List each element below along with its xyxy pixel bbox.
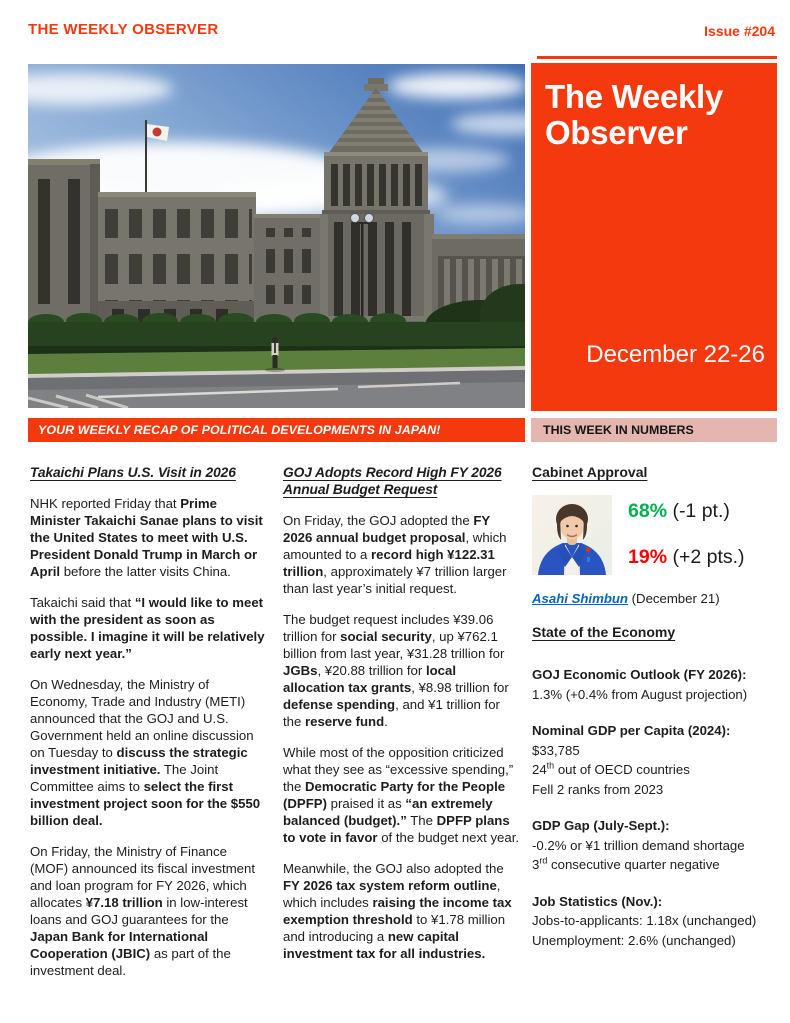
approval-value: 68% [628,500,668,522]
article-paragraph: On Wednesday, the Ministry of Economy, Trade and Industry (METI) announced that the GOJ and U.S. Government held an online discussion on Tuesday to discuss the strategic investment initiative. The Joint Committee aims to select the first investment project soon for the $550 billion deal. [30,677,261,828]
cover-date: December 22-26 [586,341,765,368]
article-paragraph: Meanwhile, the GOJ also adopted the FY 2026 tax system reform outline, which includes raising the income tax exemption threshold to ¥1.78 million and introducing a new capital investment tax for all industries. [283,861,512,961]
article-budget-request [283,464,520,976]
state-of-economy-heading: State of the Economy [532,624,676,640]
disapproval-change: (+2 pts.) [667,546,745,568]
econ-line: -0.2% or ¥1 trillion demand shortage [532,837,745,853]
approval-stats [628,495,745,575]
econ-block-job-statistics [532,892,778,951]
econ-line: $33,785 [532,742,580,758]
econ-line: 3rd consecutive quarter negative [532,855,720,872]
econ-block-title: Job Statistics (Nov.): [532,893,663,909]
takaichi-portrait-photo [532,495,612,575]
masthead-title: THE WEEKLY OBSERVER [28,21,219,38]
econ-line: Unemployment: 2.6% (unchanged) [532,932,736,948]
econ-block-outlook [532,665,778,704]
cabinet-approval-heading: Cabinet Approval [532,464,648,480]
approval-source-line [532,591,778,606]
article-paragraph: On Friday, the Ministry of Finance (MOF) announced its fiscal investment and loan program for FY 2026, which allocates ¥7.18 trillion in low-interest loans and GOJ guarantees for the Japan Bank for International Cooperation (JBIC) as part of the investment deal. [30,844,256,978]
article-paragraph: The budget request includes ¥39.06 trillion for social security, up ¥762.1 billion from last year, ¥31.28 trillion for JGBs, ¥20.88 trillion for local allocation tax grants, ¥8.98 trillion for defense spending, and ¥1 trillion for the reserve fund. [283,612,509,729]
cabinet-approval-row [532,495,778,575]
disapproval-value: 19% [628,546,668,568]
this-week-in-numbers-sidebar [532,464,778,967]
article-paragraph: NHK reported Friday that Prime Minister Takaichi Sanae plans to visit the United States to meet with U.S. President Donald Trump in March or April before the latter visits China. [30,496,263,579]
disapproval-stat [628,546,745,568]
article-paragraph: Takaichi said that “I would like to meet with the president as soon as possible. I imagine it will be relatively early next year.” [30,595,265,661]
approval-change: (-1 pt.) [667,500,730,522]
cover-title: The Weekly Observer [545,78,723,152]
econ-line: 1.3% (+0.4% from August projection) [532,686,748,702]
econ-line: Jobs-to-applicants: 1.18x (unchanged) [532,913,757,928]
econ-block-title: GOJ Economic Outlook (FY 2026): [532,667,747,682]
cover-title-box [531,63,777,411]
econ-line: 24th out of OECD countries [532,760,690,777]
econ-block-gdp-per-capita [532,721,778,799]
econ-block-title: Nominal GDP per Capita (2024): [532,723,731,738]
article-paragraph: On Friday, the GOJ adopted the FY 2026 annual budget proposal, which amounted to a record high ¥122.31 trillion, approximately ¥7 trillion larger than last year’s initial request. [283,513,507,596]
asahi-shimbun-link[interactable]: Asahi Shimbun [532,591,628,606]
numbers-banner: THIS WEEK IN NUMBERS [531,418,777,442]
recap-banner: YOUR WEEKLY RECAP OF POLITICAL DEVELOPMENTS IN JAPAN! [28,418,525,442]
header-divider [537,56,777,59]
article-takaichi-us-visit [30,464,266,993]
article-heading: Takaichi Plans U.S. Visit in 2026 [30,465,236,480]
econ-line: Fell 2 ranks from 2023 [532,781,664,797]
approval-stat [628,500,745,522]
econ-block-gdp-gap [532,816,778,875]
source-date: (December 21) [627,591,720,606]
national-diet-building-photo [28,64,525,408]
article-paragraph: While most of the opposition criticized what they see as “excessive spending,” the Democratic Party for the People (DPFP) praised it as “an extremely balanced (budget).” The DPFP plans to vote in favor of the budget next year. [283,745,520,845]
article-heading: GOJ Adopts Record High FY 2026 Annual Budget Request [283,465,502,497]
econ-block-title: GDP Gap (July-Sept.): [532,818,670,833]
issue-number: Issue #204 [704,23,775,39]
